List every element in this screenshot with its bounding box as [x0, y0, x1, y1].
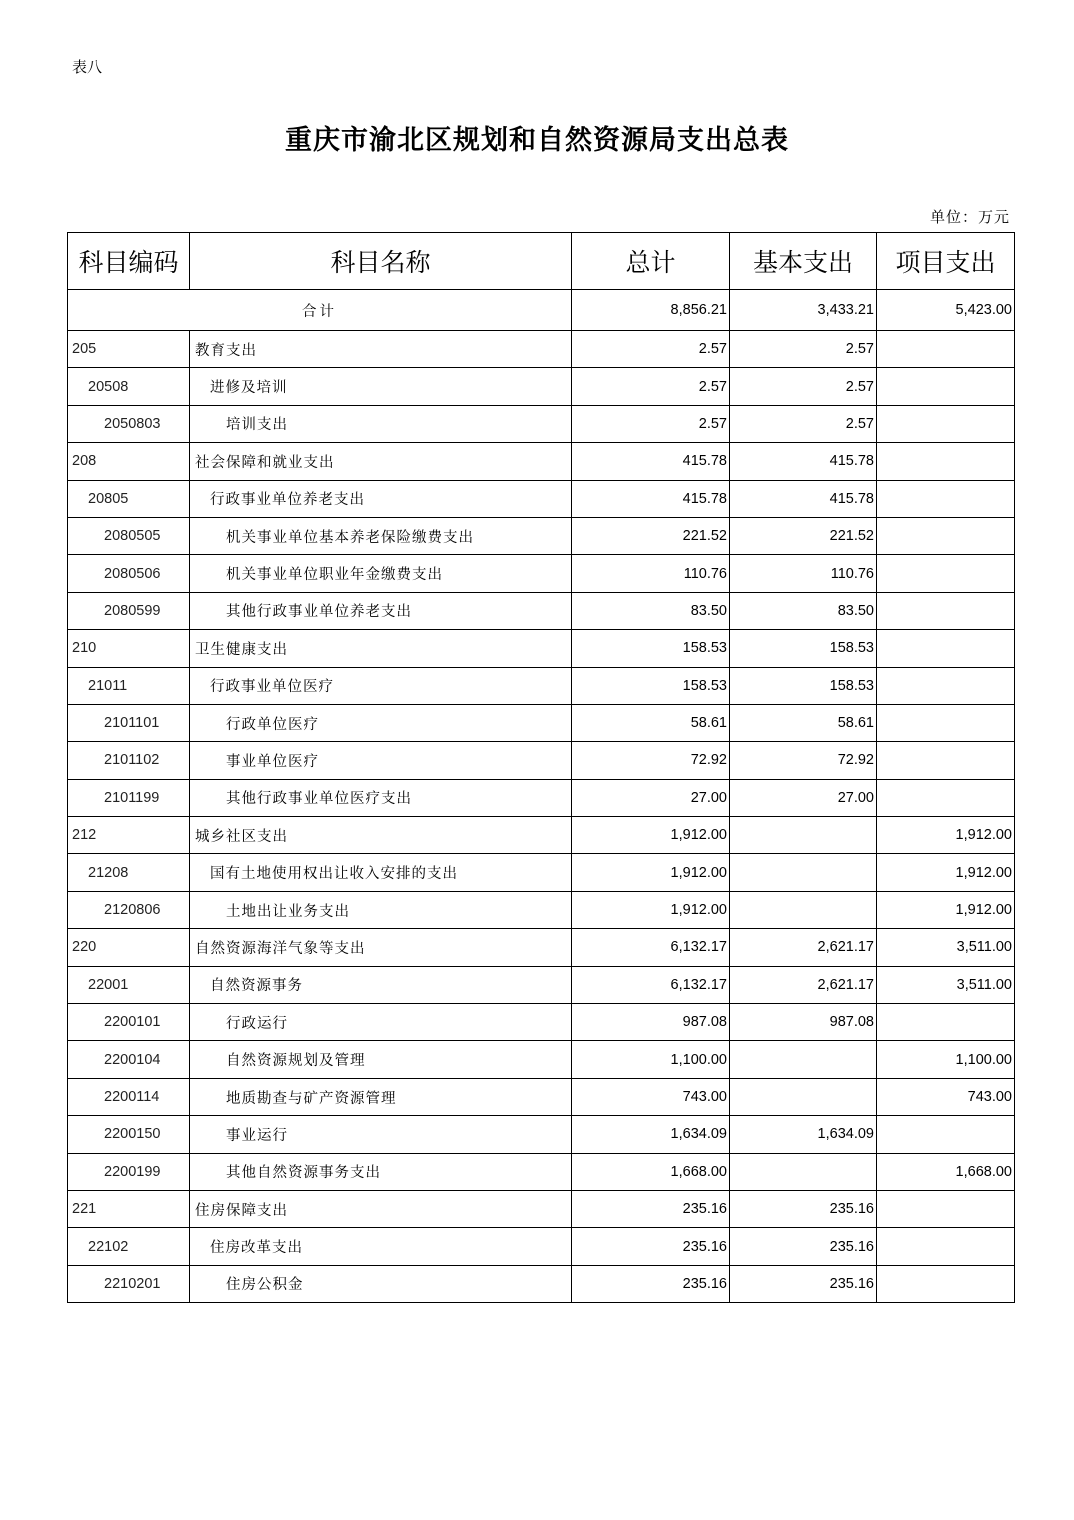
- table-row: [68, 929, 1015, 966]
- row-project: [877, 667, 1015, 704]
- row-total: 158.53: [572, 667, 730, 704]
- row-name: 进修及培训: [190, 368, 572, 405]
- table-row: [68, 966, 1015, 1003]
- row-code: 22001: [68, 966, 190, 1003]
- row-code: 212: [68, 817, 190, 854]
- row-code: 21011: [68, 667, 190, 704]
- row-code: 205: [68, 331, 190, 368]
- row-code: 20508: [68, 368, 190, 405]
- row-total: 1,634.09: [572, 1116, 730, 1153]
- row-project: [877, 1228, 1015, 1265]
- row-total: 415.78: [572, 443, 730, 480]
- table-row: [68, 891, 1015, 928]
- row-name: 土地出让业务支出: [190, 891, 572, 928]
- row-project: [877, 779, 1015, 816]
- row-basic: 235.16: [730, 1190, 877, 1227]
- row-code: 208: [68, 443, 190, 480]
- row-code: 2080505: [68, 517, 190, 554]
- row-name: 城乡社区支出: [190, 817, 572, 854]
- table-row: [68, 854, 1015, 891]
- row-total: 6,132.17: [572, 966, 730, 1003]
- row-total: 221.52: [572, 517, 730, 554]
- table-row: [68, 368, 1015, 405]
- row-name: 社会保障和就业支出: [190, 443, 572, 480]
- row-name: 其他行政事业单位医疗支出: [190, 779, 572, 816]
- row-total: 1,912.00: [572, 854, 730, 891]
- row-name: 培训支出: [190, 405, 572, 442]
- row-project: [877, 742, 1015, 779]
- row-project: [877, 1265, 1015, 1302]
- row-basic: 158.53: [730, 630, 877, 667]
- row-basic: 2.57: [730, 368, 877, 405]
- row-total: 235.16: [572, 1265, 730, 1302]
- row-name: 自然资源规划及管理: [190, 1041, 572, 1078]
- table-row: [68, 517, 1015, 554]
- header-total: 总计: [572, 233, 730, 290]
- row-total: 235.16: [572, 1190, 730, 1227]
- row-name: 行政单位医疗: [190, 704, 572, 741]
- total-label: 合计: [68, 290, 572, 331]
- row-total: 1,100.00: [572, 1041, 730, 1078]
- row-code: 210: [68, 630, 190, 667]
- row-project: [877, 704, 1015, 741]
- row-name: 其他行政事业单位养老支出: [190, 592, 572, 629]
- row-name: 卫生健康支出: [190, 630, 572, 667]
- row-name: 自然资源事务: [190, 966, 572, 1003]
- row-basic: [730, 1041, 877, 1078]
- row-project: [877, 443, 1015, 480]
- table-row: [68, 555, 1015, 592]
- row-total: 83.50: [572, 592, 730, 629]
- row-code: 221: [68, 1190, 190, 1227]
- total-row: [68, 290, 1015, 331]
- row-total: 235.16: [572, 1228, 730, 1265]
- table-row: [68, 817, 1015, 854]
- row-basic: 415.78: [730, 443, 877, 480]
- row-basic: 2,621.17: [730, 966, 877, 1003]
- row-basic: 415.78: [730, 480, 877, 517]
- row-code: 20805: [68, 480, 190, 517]
- row-code: 2200199: [68, 1153, 190, 1190]
- row-total: 415.78: [572, 480, 730, 517]
- row-basic: 2,621.17: [730, 929, 877, 966]
- row-code: 2200150: [68, 1116, 190, 1153]
- row-total: 1,912.00: [572, 817, 730, 854]
- table-row: [68, 1116, 1015, 1153]
- row-basic: 235.16: [730, 1265, 877, 1302]
- row-basic: [730, 854, 877, 891]
- row-code: 2101199: [68, 779, 190, 816]
- row-project: 1,912.00: [877, 854, 1015, 891]
- header-project: 项目支出: [877, 233, 1015, 290]
- row-basic: 235.16: [730, 1228, 877, 1265]
- row-code: 2120806: [68, 891, 190, 928]
- row-basic: 72.92: [730, 742, 877, 779]
- row-project: [877, 368, 1015, 405]
- row-name: 住房改革支出: [190, 1228, 572, 1265]
- row-project: 3,511.00: [877, 966, 1015, 1003]
- row-project: [877, 555, 1015, 592]
- row-name: 地质勘查与矿产资源管理: [190, 1078, 572, 1115]
- header-name: 科目名称: [190, 233, 572, 290]
- header-code: 科目编码: [68, 233, 190, 290]
- row-total: 2.57: [572, 405, 730, 442]
- row-name: 国有土地使用权出让收入安排的支出: [190, 854, 572, 891]
- row-basic: [730, 891, 877, 928]
- row-basic: 221.52: [730, 517, 877, 554]
- total-sum: 8,856.21: [572, 290, 730, 331]
- row-code: 2080599: [68, 592, 190, 629]
- table-row: [68, 480, 1015, 517]
- table-row: [68, 1078, 1015, 1115]
- table-row: [68, 1190, 1015, 1227]
- row-project: 1,912.00: [877, 817, 1015, 854]
- row-project: 1,912.00: [877, 891, 1015, 928]
- row-name: 行政事业单位医疗: [190, 667, 572, 704]
- table-row: [68, 331, 1015, 368]
- row-name: 事业运行: [190, 1116, 572, 1153]
- total-basic: 3,433.21: [730, 290, 877, 331]
- row-basic: 83.50: [730, 592, 877, 629]
- row-basic: 58.61: [730, 704, 877, 741]
- row-total: 1,668.00: [572, 1153, 730, 1190]
- row-code: 2200114: [68, 1078, 190, 1115]
- table-row: [68, 1228, 1015, 1265]
- row-name: 行政运行: [190, 1004, 572, 1041]
- table-row: [68, 1004, 1015, 1041]
- row-name: 事业单位医疗: [190, 742, 572, 779]
- row-project: [877, 592, 1015, 629]
- row-basic: 158.53: [730, 667, 877, 704]
- row-code: 2101101: [68, 704, 190, 741]
- row-name: 住房保障支出: [190, 1190, 572, 1227]
- row-code: 220: [68, 929, 190, 966]
- row-project: [877, 405, 1015, 442]
- row-total: 72.92: [572, 742, 730, 779]
- row-code: 2080506: [68, 555, 190, 592]
- row-total: 58.61: [572, 704, 730, 741]
- row-basic: 110.76: [730, 555, 877, 592]
- row-code: 2200101: [68, 1004, 190, 1041]
- header-row: [68, 233, 1015, 290]
- row-basic: 2.57: [730, 331, 877, 368]
- row-project: [877, 1116, 1015, 1153]
- row-total: 27.00: [572, 779, 730, 816]
- row-total: 6,132.17: [572, 929, 730, 966]
- row-name: 机关事业单位基本养老保险缴费支出: [190, 517, 572, 554]
- row-project: [877, 480, 1015, 517]
- row-basic: [730, 817, 877, 854]
- row-project: 1,668.00: [877, 1153, 1015, 1190]
- table-row: [68, 1041, 1015, 1078]
- row-code: 2050803: [68, 405, 190, 442]
- row-basic: 27.00: [730, 779, 877, 816]
- row-project: [877, 517, 1015, 554]
- row-total: 987.08: [572, 1004, 730, 1041]
- row-code: 2101102: [68, 742, 190, 779]
- table-row: [68, 1153, 1015, 1190]
- row-basic: 2.57: [730, 405, 877, 442]
- table-row: [68, 742, 1015, 779]
- expenditure-table: [67, 232, 1015, 1303]
- row-code: 21208: [68, 854, 190, 891]
- total-project: 5,423.00: [877, 290, 1015, 331]
- row-code: 2210201: [68, 1265, 190, 1302]
- row-total: 158.53: [572, 630, 730, 667]
- table-row: [68, 1265, 1015, 1302]
- row-total: 110.76: [572, 555, 730, 592]
- row-name: 其他自然资源事务支出: [190, 1153, 572, 1190]
- row-total: 743.00: [572, 1078, 730, 1115]
- row-basic: [730, 1078, 877, 1115]
- row-code: 2200104: [68, 1041, 190, 1078]
- table-row: [68, 704, 1015, 741]
- table-row: [68, 779, 1015, 816]
- row-name: 住房公积金: [190, 1265, 572, 1302]
- row-total: 1,912.00: [572, 891, 730, 928]
- table-row: [68, 667, 1015, 704]
- row-name: 自然资源海洋气象等支出: [190, 929, 572, 966]
- row-basic: 1,634.09: [730, 1116, 877, 1153]
- table-row: [68, 405, 1015, 442]
- table-row: [68, 630, 1015, 667]
- row-project: [877, 1190, 1015, 1227]
- page-title: 重庆市渝北区规划和自然资源局支出总表: [285, 125, 789, 156]
- row-basic: 987.08: [730, 1004, 877, 1041]
- row-name: 行政事业单位养老支出: [190, 480, 572, 517]
- table-number-label: 表八: [72, 58, 103, 76]
- table-row: [68, 592, 1015, 629]
- header-basic: 基本支出: [730, 233, 877, 290]
- row-name: 机关事业单位职业年金缴费支出: [190, 555, 572, 592]
- row-project: [877, 331, 1015, 368]
- row-total: 2.57: [572, 331, 730, 368]
- row-project: 1,100.00: [877, 1041, 1015, 1078]
- table-row: [68, 443, 1015, 480]
- row-project: [877, 1004, 1015, 1041]
- row-project: [877, 630, 1015, 667]
- row-total: 2.57: [572, 368, 730, 405]
- row-basic: [730, 1153, 877, 1190]
- row-project: 3,511.00: [877, 929, 1015, 966]
- row-code: 22102: [68, 1228, 190, 1265]
- row-name: 教育支出: [190, 331, 572, 368]
- unit-label: 单位：万元: [929, 208, 1010, 226]
- row-project: 743.00: [877, 1078, 1015, 1115]
